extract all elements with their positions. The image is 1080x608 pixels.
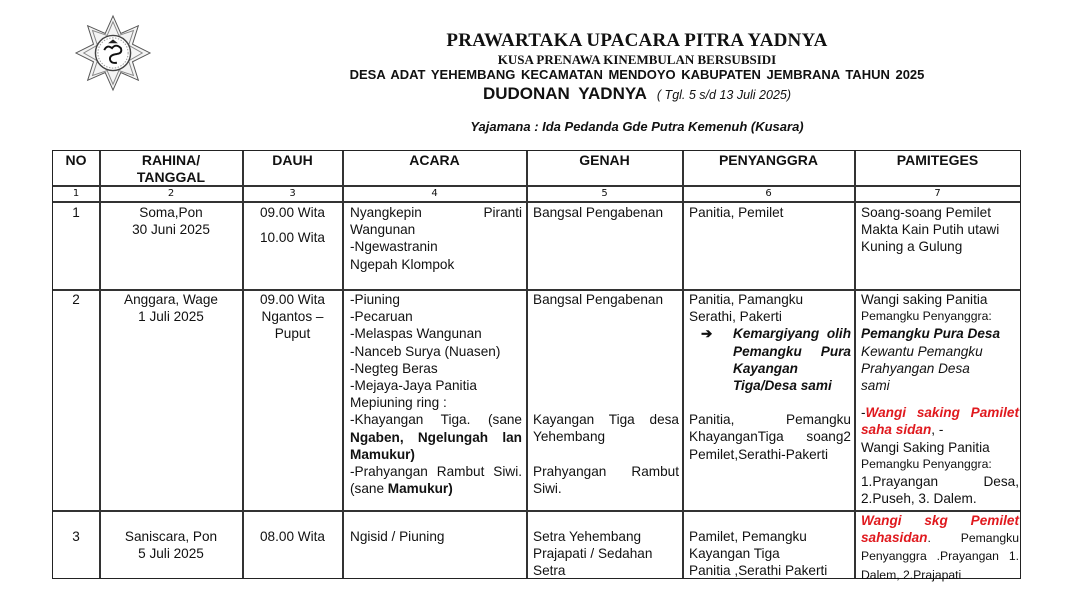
column-header-no: NO [65, 152, 87, 168]
row3-penyanggra-line: Pamilet, Pemangku [689, 529, 807, 544]
row2-acara-item: -Nanceb Surya (Nuasen) [350, 343, 501, 359]
dash: - [861, 405, 866, 421]
column-header-pamiteges: PAMITEGES [896, 152, 979, 168]
row3-dauh: 08.00 Wita [260, 529, 325, 544]
row2-acara-item: -Piuning [350, 292, 400, 307]
row2-dauh-until: Ngantos – [261, 309, 324, 325]
yajamana-line: Yajamana : Ida Pedanda Gde Putra Kemenuh (Kusara) [470, 119, 804, 134]
row2-rahina-day: Anggara, Wage [124, 292, 218, 307]
row1-pamiteges-line: Makta Kain Putih utawi [861, 222, 1000, 238]
column-header-dauh: DAUH [272, 152, 313, 168]
row2-acara-item: -Melaspas Wangunan [350, 326, 482, 342]
row2-acara-item: -Pecaruan [350, 309, 413, 325]
row2-acara-item: -Mejaya-Jaya Panitia [350, 378, 477, 394]
row2-pamiteges-line: Wangi Saking Panitia [861, 439, 990, 455]
row1-rahina-day: Soma,Pon [139, 205, 203, 220]
row2-pamiteges-line: Pemangku Pura Desa [861, 326, 1001, 342]
column-header-acara: ACARA [409, 152, 460, 168]
column-divider [526, 151, 528, 578]
row3-pamiteges [861, 512, 1019, 584]
row2-pamiteges [861, 291, 1019, 507]
row2-genah-first: Bangsal Pengabenan [533, 292, 664, 307]
row1-pamiteges-line: Soang-soang Pemilet [861, 205, 991, 220]
row-divider [53, 201, 1020, 203]
document-title: PRAWARTAKA UPACARA PITRA YADNYA [446, 30, 828, 51]
row3-genah-line: Setra Yehembang [533, 529, 642, 544]
schedule-table [52, 150, 1021, 582]
row2-pamiteges-line: 1.Prayangan Desa, 2.Puseh, 3. Dalem. [861, 474, 1019, 507]
row3-rahina [100, 528, 242, 562]
row3-acara: Ngisid / Piuning [350, 529, 445, 544]
column-divider [342, 151, 344, 578]
row2-acara-prahyangan [350, 463, 522, 497]
row3-penyanggra-line: Kayangan Tiga [689, 546, 780, 562]
row2-acara-item: -Negteg Beras [350, 360, 438, 376]
row2-pamiteges-red [861, 404, 1019, 438]
row1-rahina-date: 30 Juni 2025 [132, 222, 210, 238]
row3-genah [533, 528, 681, 580]
prahyangan-text: -Prahyangan Rambut Siwi. (sane [350, 464, 522, 497]
row3-no: 3 [72, 529, 80, 544]
column-number: 6 [765, 188, 772, 199]
prahyangan-bold-text: Mamukur) [387, 481, 453, 497]
row2-penyanggra-note-text: Kemargiyang olih Pemangku Pura Kayangan Tiga/Desa sami [733, 326, 851, 394]
section-heading [337, 84, 937, 104]
row1-dauh-time1: 09.00 Wita [260, 205, 325, 220]
row2-penyanggra-note [689, 325, 851, 394]
row2-pamiteges-line: Kewantu Pemangku Prahyangan Desa sami [861, 343, 983, 394]
row2-dauh [243, 291, 342, 343]
row1-acara-item: -Ngewastranin [350, 239, 438, 255]
row2-pamiteges-red-text: Wangi saking Pamilet saha sidan [861, 405, 1019, 438]
column-number: 1 [72, 188, 80, 199]
column-header-genah: GENAH [579, 152, 630, 168]
column-number: 3 [289, 188, 296, 199]
column-header-rahina-line2: TANGGAL [136, 169, 206, 185]
row2-pamiteges-line: Pemangku Penyanggra: [861, 309, 992, 324]
khayangan-bold-text: Ngaben, Ngelungah lan Mamukur) [350, 429, 522, 462]
row3-rahina-date: 5 Juli 2025 [138, 546, 204, 562]
document-location: DESA ADAT YEHEMBANG KECAMATAN MENDOYO KABUPATEN JEMBRANA TAHUN 2025 [349, 67, 925, 82]
balinese-lotus-emblem-icon [74, 14, 152, 92]
column-number: 5 [601, 188, 608, 199]
row1-dauh-time2: 10.00 Wita [260, 230, 325, 246]
row1-acara-item: Ngepah Klompok [350, 256, 455, 272]
row2-dauh-time: 09.00 Wita [260, 292, 325, 307]
row2-dauh-end: Puput [274, 326, 311, 342]
column-number: 2 [167, 188, 175, 199]
column-number: 4 [431, 188, 438, 199]
row1-acara [350, 204, 522, 273]
row2-penyanggra-second: Panitia, Pemangku KhayanganTiga soang2 Pemilet,Serathi-Pakerti [689, 412, 851, 462]
row3-rahina-day: Saniscara, Pon [124, 529, 218, 544]
column-header-penyanggra: PENYANGGRA [718, 152, 819, 168]
row3-pamiteges-rest: . Pemangku Penyanggra .Prayangan 1. Dalem, 2.Prajapati [861, 531, 1019, 582]
row2-no: 2 [72, 292, 80, 307]
row1-penyanggra: Panitia, Pemilet [689, 205, 784, 220]
column-header-rahina-line1: RAHINA/ [141, 152, 201, 168]
row3-genah-line: Prajapati / Sedahan [533, 546, 653, 562]
row3-genah-line: Setra [533, 563, 566, 579]
row2-genah-second: Kayangan Tiga desa Yehembang [533, 412, 679, 445]
section-title: DUDONAN YADNYA [482, 84, 647, 103]
row1-dauh [243, 204, 342, 246]
row1-rahina [100, 204, 242, 238]
row1-genah: Bangsal Pengabenan [533, 205, 664, 220]
column-divider [682, 151, 684, 578]
separator: , - [931, 422, 944, 438]
row2-acara-item: Mepiuning ring : [350, 395, 447, 411]
date-range: ( Tgl. 5 s/d 13 Juli 2025) [656, 88, 792, 102]
row2-penyanggra-line: Panitia, Pamangku [689, 292, 804, 307]
column-header-rahina [100, 152, 242, 186]
row2-pamiteges-line: Pemangku Penyanggra: [861, 456, 992, 471]
row3-pamiteges-red-text: Wangi skg Pemilet sahasidan [861, 513, 1019, 546]
khayangan-text: -Khayangan Tiga. (sane [350, 412, 522, 428]
row2-rahina [100, 291, 242, 325]
row1-pamiteges [861, 204, 1019, 256]
column-divider [854, 151, 856, 578]
row2-rahina-date: 1 Juli 2025 [138, 309, 204, 325]
row1-acara-item: Nyangkepin Piranti Wangunan [350, 205, 522, 238]
column-number: 7 [934, 188, 941, 199]
row2-genah-third: Prahyangan Rambut Siwi. [533, 463, 679, 496]
row2-acara-khayangan [350, 411, 522, 463]
row2-pamiteges-line: Wangi saking Panitia [861, 292, 988, 307]
arrow-right-icon: ➔ [701, 326, 713, 342]
row1-pamiteges-line: Kuning a Gulung [861, 239, 963, 255]
document-subtitle: KUSA PRENAWA KINEMBULAN BERSUBSIDI [497, 52, 777, 67]
row1-no: 1 [72, 205, 80, 220]
row3-penyanggra-line: Panitia ,Serathi Pakerti [689, 563, 828, 579]
row2-penyanggra-line: Serathi, Pakerti [689, 309, 782, 325]
row3-penyanggra [689, 528, 851, 580]
row2-penyanggra [689, 291, 851, 463]
row2-genah [533, 291, 679, 497]
row2-acara [350, 291, 522, 497]
